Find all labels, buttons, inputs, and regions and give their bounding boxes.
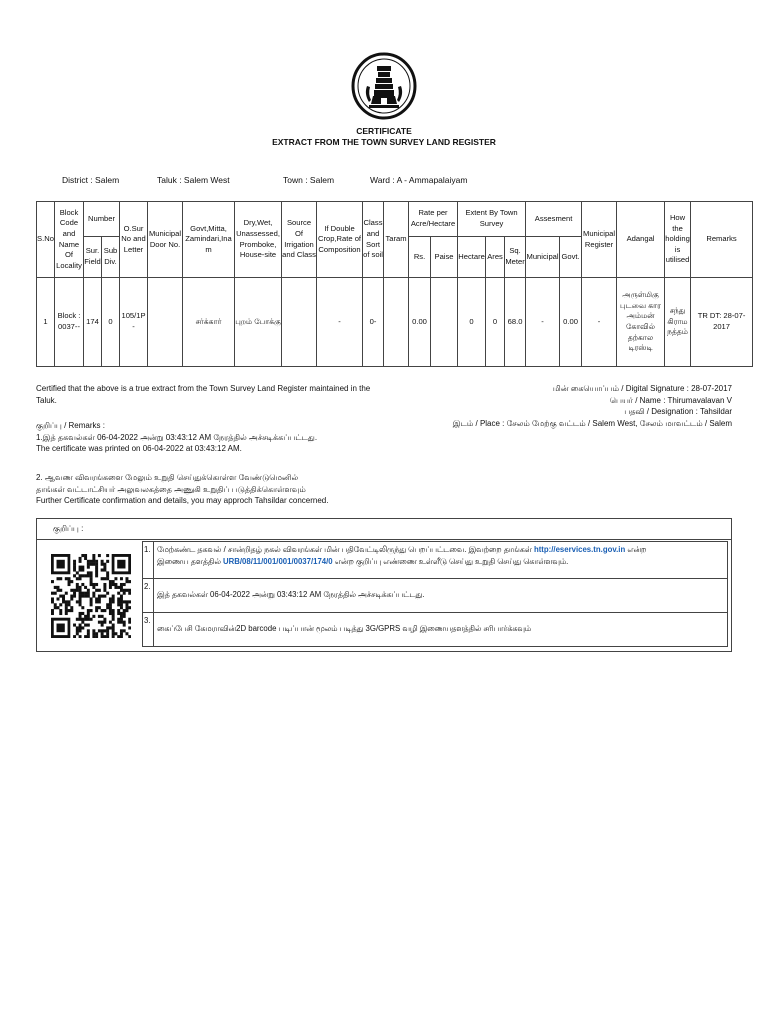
- cell-assess-govt: 0.00: [560, 278, 582, 367]
- cell-rs: 0.00: [409, 278, 431, 367]
- col-header-municipal-register: Municipal Register: [582, 202, 617, 278]
- note-1-text-d: என்ற குறிப்பு எண்ணை உள்ளீடு செய்து உறுதி செய்து கொள்ளவும்.: [334, 557, 569, 567]
- col-header-dry-wet: Dry,Wet, Unassessed, Promboke, House-site: [235, 202, 282, 278]
- town-label: Town : Salem: [283, 175, 335, 185]
- note-3: கைப்பேசி கேமராவின்2D barcode படிப்பான் மூலம் படித்து 3G/GPRS வழி இணையதளத்தில் சரிபார்க்கவும்: [154, 613, 728, 647]
- cell-double-crop: -: [317, 278, 363, 367]
- confirmation-line-3: Further Certificate confirmation and details, you may approch Tahsildar concerned.: [36, 496, 329, 506]
- col-header-remarks: Remarks: [691, 202, 753, 278]
- cell-hectare: 0: [458, 278, 486, 367]
- ward-label: Ward : A - Ammapalaiyam: [370, 175, 468, 185]
- eservices-link[interactable]: http://eservices.tn.gov.in: [533, 545, 626, 554]
- cell-dry-wet: புறம் போக்கு: [235, 278, 282, 367]
- cell-source: [282, 278, 317, 367]
- col-header-rs: Rs.: [409, 237, 431, 278]
- col-header-assess-govt: Govt.: [560, 237, 582, 278]
- col-header-how-utilised: How the holding is utilised: [665, 202, 691, 278]
- col-header-hectare: Hectare: [458, 237, 486, 278]
- certified-statement: Certified that the above is a true extract from the Town Survey Land Register maintained in the Taluk.: [36, 384, 371, 405]
- confirmation-note: [36, 472, 328, 507]
- reference-code: URB/08/11/001/001/0037/174/0: [222, 557, 333, 567]
- col-header-taram: Taram: [384, 202, 409, 278]
- land-register-table: [36, 201, 753, 367]
- col-header-adangal: Adangal: [617, 202, 665, 278]
- cell-door: [148, 278, 183, 367]
- divider: [37, 539, 731, 540]
- confirmation-line-1: 2. ஆவண விவரங்களை மேலும் உறுதி செய்துக்கொள்ள வேண்டுமெனில்: [36, 473, 299, 482]
- verification-box: [36, 518, 732, 652]
- verification-label: குறிப்பு :: [53, 524, 84, 533]
- note-1: [154, 542, 728, 579]
- remarks-tamil: 1.இத் தகவல்கள் 06-04-2022 அன்று 03:43:12 AM நேரத்தில் அச்சடிக்கப்பட்டது.: [36, 432, 318, 442]
- district-label: District : Salem: [62, 175, 120, 185]
- note-number: 2.: [143, 579, 154, 613]
- col-header-extent: Extent By Town Survey: [458, 202, 526, 237]
- cell-assess-municipal: -: [526, 278, 560, 367]
- taluk-label: Taluk : Salem West: [157, 175, 230, 185]
- qr-code-graphic: [51, 554, 131, 638]
- signatory-designation: பதவி / Designation : Tahsildar: [624, 407, 732, 417]
- cell-municipal-register: -: [582, 278, 617, 367]
- cell-taram: [384, 278, 409, 367]
- cell-sur-field: 174: [84, 278, 102, 367]
- cell-sq-meter: 68.0: [505, 278, 526, 367]
- col-header-door: Municipal Door No.: [148, 202, 183, 278]
- remarks-block: [36, 420, 317, 455]
- cell-paise: [431, 278, 458, 367]
- qr-code-icon: [51, 554, 131, 638]
- cell-how-utilised: சந்து கிராம நத்தம்: [665, 278, 691, 367]
- col-header-osur: O.Sur No and Letter: [120, 202, 148, 278]
- note-1-text-a: மேற்கண்ட தகவல் / சான்றிதழ் நகல் விவரங்கள் மின் பதிவேட்டிலிருந்து பெறப்பட்டவை. இவற்றை தாங்கள்: [157, 545, 532, 554]
- col-header-sur-field: Sur. Field: [84, 237, 102, 278]
- col-header-assesment: Assesment: [526, 202, 582, 237]
- note-number: 3.: [143, 613, 154, 647]
- cell-ares: 0: [486, 278, 505, 367]
- cell-block: Block : 0037--: [55, 278, 84, 367]
- col-header-double-crop: If Double Crop,Rate of Composition: [317, 202, 363, 278]
- remarks-english: The certificate was printed on 06-04-2022 at 03:43:12 AM.: [36, 444, 242, 454]
- certificate-subtitle: EXTRACT FROM THE TOWN SURVEY LAND REGISTER: [272, 137, 496, 147]
- col-header-rate: Rate per Acre/Hectare: [409, 202, 458, 237]
- cell-class: 0-: [363, 278, 384, 367]
- cell-sno: 1: [37, 278, 55, 367]
- note-1-text-b: என்ற: [627, 545, 647, 554]
- col-header-govt-mitta: Govt,Mitta, Zamindari,Inam: [183, 202, 235, 278]
- cell-adangal: அருள்மிகு புடவை கார அம்மன் கோவில் தற்கால டிரஸ்டி: [617, 278, 665, 367]
- signatory-place: இடம் / Place : சேலம் மேற்கு வட்டம் / Salem West, சேலம் மாவட்டம் / Salem: [452, 418, 732, 428]
- col-header-sq-meter: Sq. Meter: [505, 237, 526, 278]
- verification-notes: [142, 541, 728, 647]
- note-number: 1.: [143, 542, 154, 579]
- col-header-block: Block Code and Name Of Locality: [55, 202, 84, 278]
- cell-osur: 105/1P -: [120, 278, 148, 367]
- cell-remarks: TR DT: 28-07-2017: [691, 278, 753, 367]
- signatory-name: பெயர் / Name : Thirumavalavan V: [609, 395, 732, 405]
- col-header-ares: Ares: [486, 237, 505, 278]
- confirmation-line-2: தாங்கள் வட்டாட்சியர் அலுவலகத்தை அணுகி உறுதிப் படுத்திக்கொள்ளவும்: [36, 484, 306, 494]
- tamil-nadu-emblem-seal: [351, 52, 417, 120]
- table-row: [37, 278, 753, 367]
- note-2: இத் தகவல்கள் 06-04-2022 அன்று 03:43:12 AM நேரத்தில் அச்சடிக்கப்பட்டது.: [154, 579, 728, 613]
- certificate-title: CERTIFICATE: [356, 126, 412, 136]
- col-header-class: Class and Sort of soil: [363, 202, 384, 278]
- col-header-paise: Paise: [431, 237, 458, 278]
- col-header-number: Number: [84, 202, 120, 237]
- col-header-source: Source Of Irrigation and Class: [282, 202, 317, 278]
- digital-signature: மின் கையொப்பம் / Digital Signature : 28-07-2017: [552, 384, 732, 393]
- cell-sub-div: 0: [102, 278, 120, 367]
- note-1-text-c: இணைய தளத்தில்: [157, 557, 221, 567]
- cell-govt-mitta: சர்க்கார்: [183, 278, 235, 367]
- remarks-label: குறிப்பு / Remarks :: [36, 421, 105, 430]
- col-header-sub-div: Sub Div.: [102, 237, 120, 278]
- col-header-sno: S.No: [37, 202, 55, 278]
- col-header-assess-municipal: Municipal: [526, 237, 560, 278]
- signature-block: [453, 383, 732, 429]
